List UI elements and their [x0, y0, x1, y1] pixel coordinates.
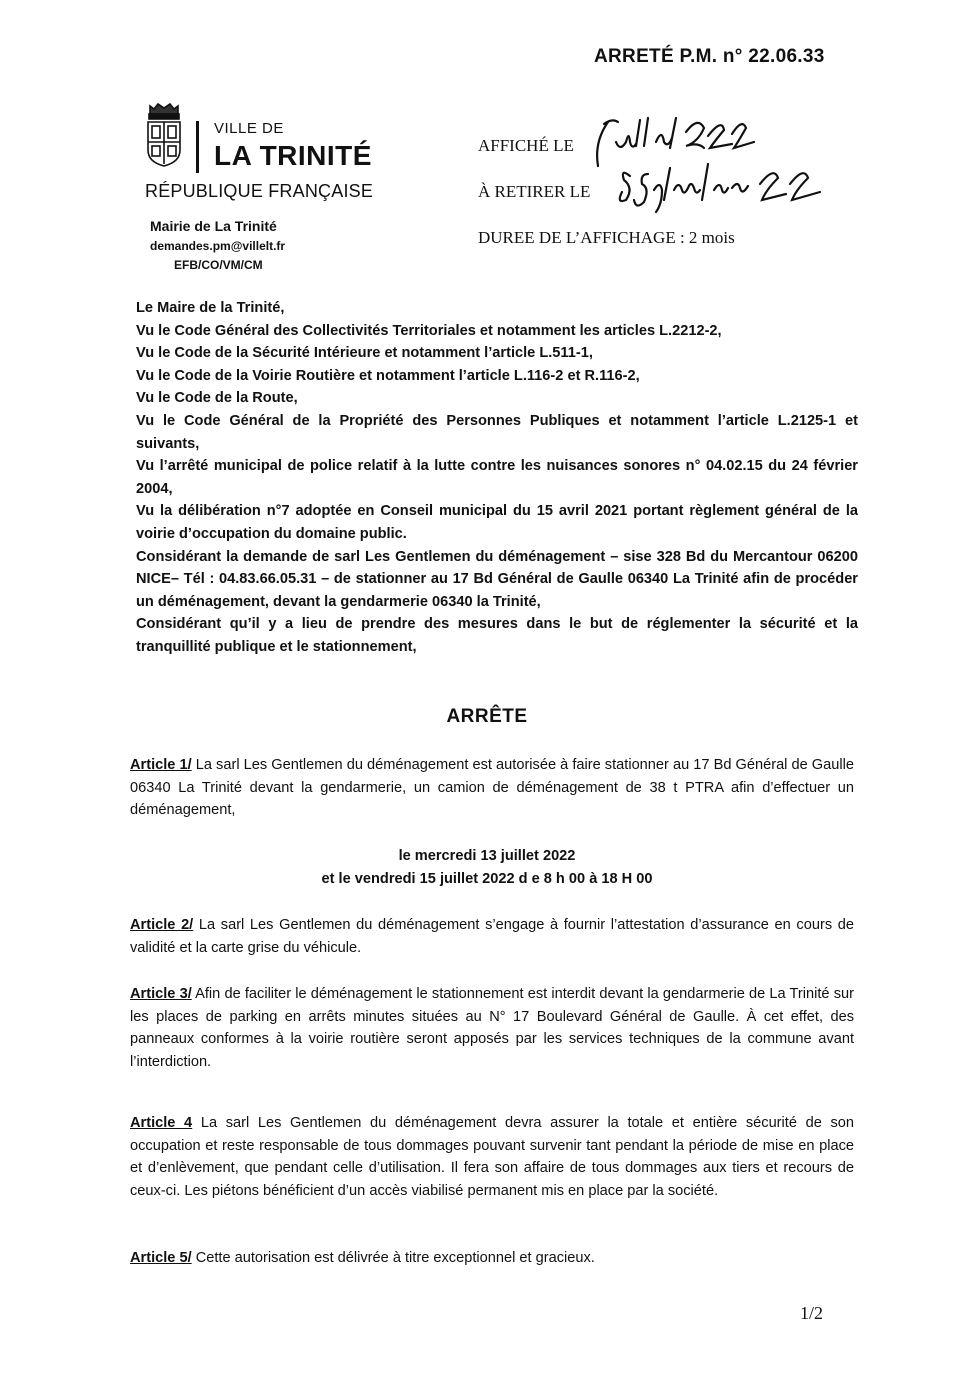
article-3 — [130, 983, 854, 1073]
article-4 — [130, 1112, 854, 1202]
article-text: Afin de faciliter le déménagement le stationnement est interdit devant la gendarmerie de La Trinité sur les places de parking en arrêts minutes situées au N° 17 Boulevard Général de Gaulle. À cet effet, des panneaux conformes à la voirie routière seront apposés par les services techniques de la commune avant l’interdiction. — [130, 986, 854, 1070]
article-5 — [130, 1247, 854, 1270]
article-2 — [130, 914, 854, 959]
article-text: La sarl Les Gentlemen du déménagement s’engage à fournir l’attestation d’assurance en cours de validité et la carte grise du véhicule. — [130, 917, 854, 956]
authorized-dates — [0, 845, 974, 890]
consideration-line: Vu le Code Général des Collectivités Territoriales et notamment les articles L.2212-2, — [136, 322, 722, 339]
decree-reference: ARRETÉ P.M. n° 22.06.33 — [594, 46, 825, 67]
affiche-label: AFFICHÉ LE — [478, 136, 574, 155]
article-label: Article 5/ — [130, 1250, 192, 1266]
considerations — [136, 297, 858, 659]
handwritten-retirer-date — [614, 160, 828, 220]
reference-initials: EFB/CO/VM/CM — [174, 258, 263, 272]
logo-divider — [196, 121, 199, 173]
mairie-name: Mairie de La Trinité — [150, 218, 277, 234]
affichage-duration: DUREE DE L’AFFICHAGE : 2 mois — [478, 228, 735, 247]
article-label: Article 2/ — [130, 917, 194, 933]
republique-label: RÉPUBLIQUE FRANÇAISE — [145, 181, 374, 201]
consideration-line: Vu l’arrêté municipal de police relatif à la lutte contre les nuisances sonores n° 04.02.15 du 24 février 2004, — [136, 458, 858, 497]
contact-email: demandes.pm@villelt.fr — [150, 239, 286, 253]
consideration-line: Vu le Code Général de la Propriété des Personnes Publiques et notamment l’article L.2125-1 et suivants, — [136, 412, 858, 452]
decree-title: ARRÊTE — [446, 706, 528, 727]
retirer-label: À RETIRER LE — [478, 182, 591, 201]
article-label: Article 1/ — [130, 757, 192, 773]
ville-de-label: VILLE DE — [214, 120, 284, 137]
town-crest-icon — [144, 100, 184, 168]
consideration-line: Vu le Code de la Sécurité Intérieure et notamment l’article L.511-1, — [136, 345, 593, 362]
article-text: Cette autorisation est délivrée à titre exceptionnel et gracieux. — [191, 1250, 595, 1266]
page-number: 1/2 — [800, 1303, 824, 1323]
article-1 — [130, 754, 854, 822]
date-line-2: et le vendredi 15 juillet 2022 d e 8 h 00 à 18 H 00 — [321, 870, 653, 887]
consideration-line: Vu le Code de la Voirie Routière et notamment l’article L.116-2 et R.116-2, — [136, 367, 640, 384]
consideration-line: Le Maire de la Trinité, — [136, 300, 285, 316]
article-label: Article 4 — [130, 1115, 193, 1131]
consideration-line: Vu le Code de la Route, — [136, 390, 298, 407]
consideration-line: Considérant la demande de sarl Les Gentlemen du déménagement – sise 328 Bd du Mercantour 06200 NICE– Tél : 04.83.66.05.31 – de stationner au 17 Bd Général de Gaulle 06340 La Trinité afin de procéder un déménagement, devant la gendarmerie 06340 la Trinité, — [136, 548, 858, 610]
article-text: La sarl Les Gentlemen du déménagement devra assurer la totale et entière sécurité de son occupation et reste responsable de tous dommages pouvant survenir tant pendant la période de mise en place et d’enlèvement, que pendant celle d’utilisation. Il fera son affaire de tous dommages aux tiers et recours de ceux-ci. Les piétons bénéficient d’un accès viabilisé permanent mis en place par la société. — [130, 1115, 855, 1199]
date-line-1: le mercredi 13 juillet 2022 — [398, 848, 576, 864]
consideration-line: Considérant qu’il y a lieu de prendre des mesures dans le but de réglementer la sécurité et la tranquillité publique et le stationnement, — [136, 616, 858, 655]
consideration-line: Vu la délibération n°7 adoptée en Conseil municipal du 15 avril 2021 portant règlement général de la voirie d’occupation du domaine public. — [136, 503, 858, 542]
town-name: LA TRINITÉ — [214, 140, 372, 171]
article-text: La sarl Les Gentlemen du déménagement est autorisée à faire stationner au 17 Bd Général de Gaulle 06340 La Trinité devant la gendarmerie, un camion de déménagement de 38 t PTRA afin d’effectuer un déménagement, — [130, 757, 854, 819]
article-label: Article 3/ — [130, 986, 192, 1002]
